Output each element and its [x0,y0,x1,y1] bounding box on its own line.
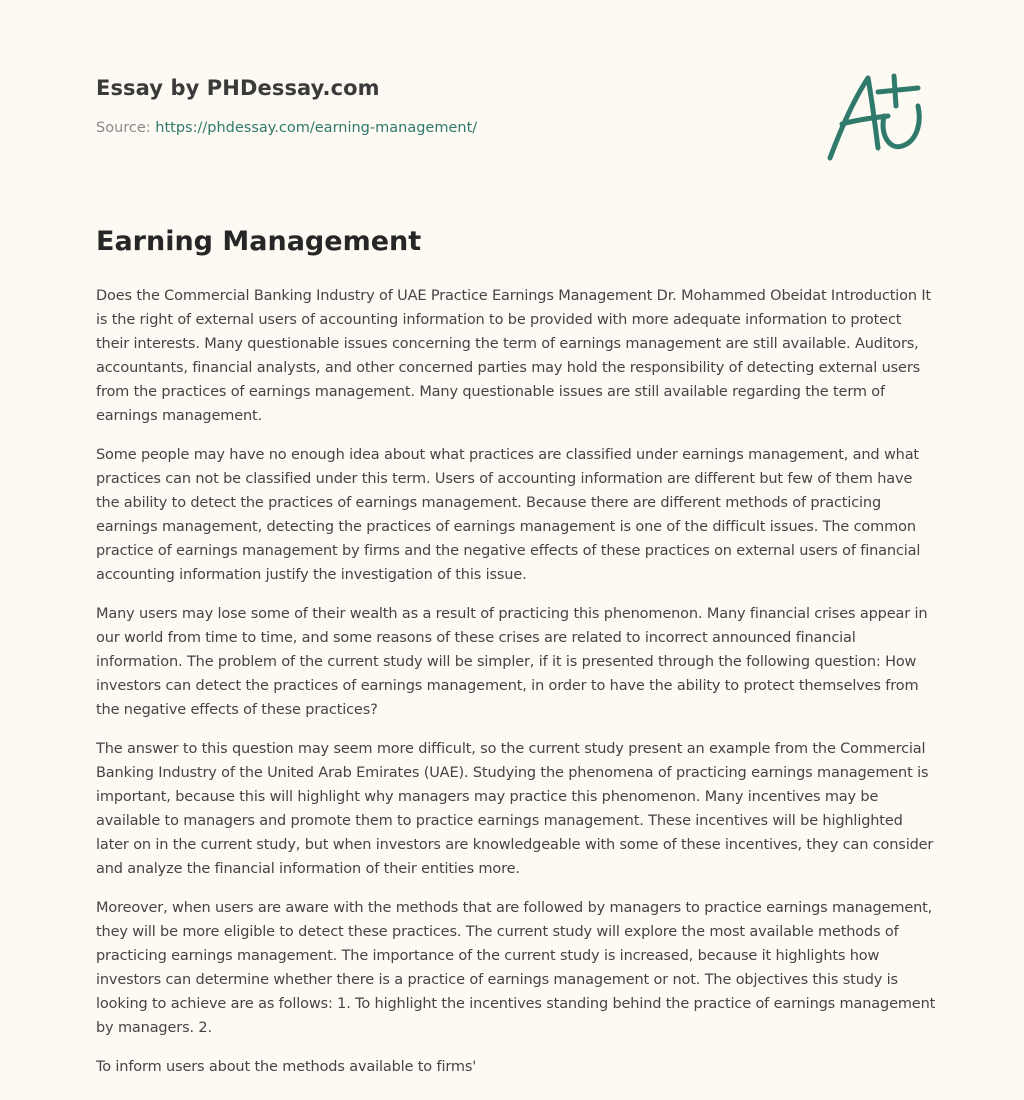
header [96,76,477,136]
essay-paragraph: Some people may have no enough idea about what practices are classified under earnings management, and what practices can not be classified under this term. Users of accounting information are different but few of them have the ability to detect the practices of earnings management. Because there are different methods of practicing earnings management, detecting the practices of earnings management is one of the difficult issues. The common practice of earnings management by firms and the negative effects of these practices on external users of financial accounting information justify the investigation of this issue. [96,447,921,583]
source-line [96,120,477,136]
site-brand: Essay by PHDessay.com [96,76,380,100]
essay-title: Earning Management [96,226,422,257]
essay-paragraph: Moreover, when users are aware with the methods that are followed by managers to practice earnings management, they will be more eligible to detect these practices. The current study will explore the most available methods of practicing earnings management. The importance of the current study is increased, because it highlights how investors can determine whether there is a practice of earnings management or not. The objectives this study is looking to achieve are as follows: 1. To highlight the incentives standing behind the practice of earnings management by managers. 2. [96,900,936,1036]
essay-paragraph: Does the Commercial Banking Industry of UAE Practice Earnings Management Dr. Mohammed Obeidat Introduction It is the right of external users of accounting information to be provided with more adequate information to protect their interests. Many questionable issues concerning the term of earnings management are still available. Auditors, accountants, financial analysts, and other concerned parties may hold the responsibility of detecting external users from the practices of earnings management. Many questionable issues are still available regarding the term of earnings management. [96,288,932,424]
essay-paragraph: Many users may lose some of their wealth as a result of practicing this phenomenon. Many financial crises appear in our world from time to time, and some reasons of these crises are related to incorrect announced financial information. The problem of the current study will be simpler, if it is presented through the following question: How investors can detect the practices of earnings management, in order to have the ability to protect themselves from the negative effects of these practices? [96,606,928,718]
source-link[interactable]: https://phdessay.com/earning-management/ [155,120,478,136]
a-plus-logo-icon [822,66,928,166]
essay-paragraph: To inform users about the methods available to firms' [96,1059,477,1075]
essay-paragraph: The answer to this question may seem more difficult, so the current study present an example from the Commercial Banking Industry of the United Arab Emirates (UAE). Studying the phenomena of practicing earnings management is important, because this will highlight why managers may practice this phenomenon. Many incentives may be available to managers and promote them to practice earnings management. These incentives will be highlighted later on in the current study, but when investors are knowledgeable with some of these incentives, they can consider and analyze the financial information of their entities more. [96,741,934,877]
source-label: Source: [96,120,151,136]
essay-body [96,284,936,1094]
